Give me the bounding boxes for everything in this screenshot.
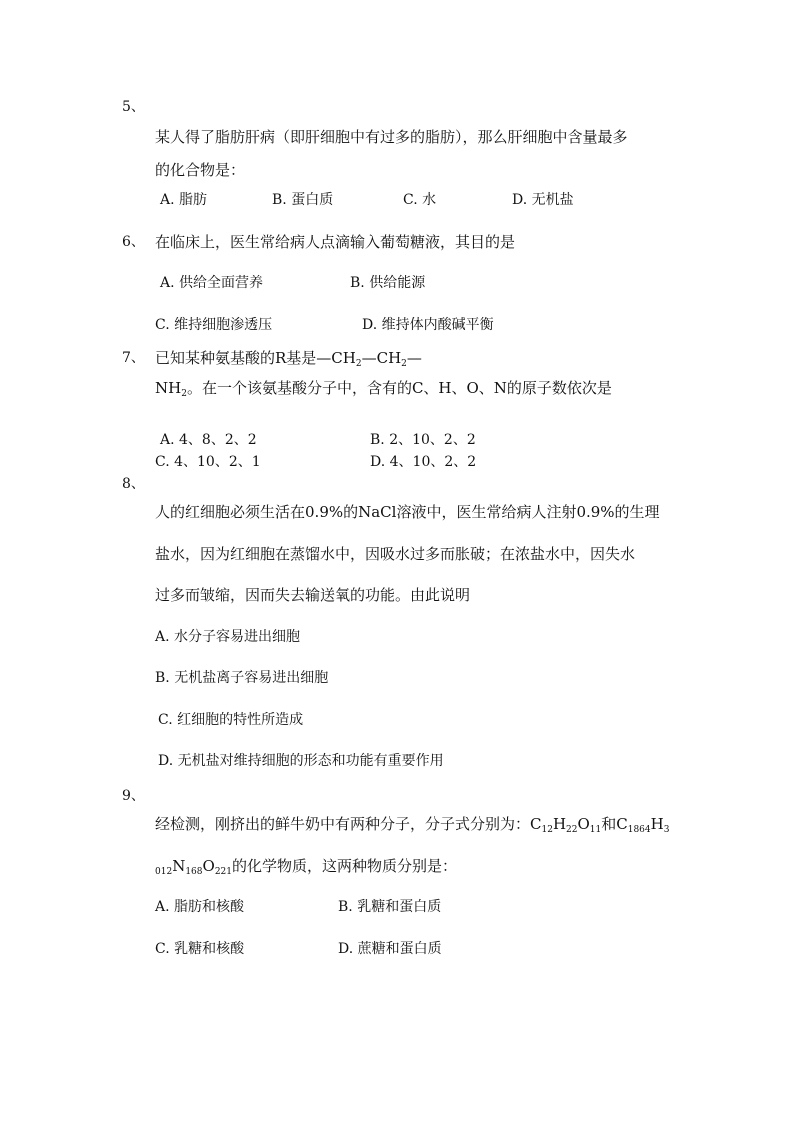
q9-subscript: 12: [541, 825, 553, 835]
q7-stem-rest: 。在一个该氨基酸分子中，含有的C、H、O、N的原子数依次是: [186, 379, 612, 397]
q7-nh: NH: [155, 379, 182, 397]
question-number-5: 5、: [122, 99, 145, 115]
question-number-7: 7、: [122, 350, 145, 366]
q6-option-a: A. 供给全面营养: [160, 275, 264, 291]
q9-element: N: [172, 857, 186, 875]
question-number-8: 8、: [122, 476, 145, 492]
q9-element: O: [577, 815, 590, 833]
q9-stem-text: 经检测，刚挤出的鲜牛奶中有两种分子，分子式分别为：C: [155, 815, 542, 833]
q9-subscript: 11: [589, 825, 602, 835]
q9-option-c: C. 乳糖和核酸: [155, 941, 245, 957]
q5-stem-line1: 某人得了脂肪肝病（即肝细胞中有过多的脂肪），那么肝细胞中含量最多: [155, 128, 628, 146]
q8-stem-line1: 人的红细胞必须生活在0.9%的NaCl溶液中，医生常给病人注射0.9%的生理: [155, 503, 660, 521]
q9-subscript: 3: [663, 825, 670, 835]
q7-option-d: D. 4、10、2、2: [370, 454, 477, 470]
q7-subscript: 2: [401, 359, 407, 369]
q9-stem-rest: 的化学物质，这两种物质分别是：: [232, 857, 458, 875]
q7-subscript: 2: [355, 359, 362, 369]
q9-element: O: [202, 857, 215, 875]
q8-stem-line2: 盐水，因为红细胞在蒸馏水中，因吸水过多而胀破；在浓盐水中，因失水: [155, 545, 636, 563]
q8-option-d: D. 无机盐对维持细胞的形态和功能有重要作用: [158, 753, 444, 769]
q9-subscript: 1864: [627, 825, 651, 835]
q9-element: H: [552, 815, 567, 833]
q9-option-d: D. 蔗糖和蛋白质: [338, 941, 442, 957]
q9-stem-line2: [155, 856, 457, 876]
q7-subscript: 2: [181, 389, 187, 399]
q7-stem-end: —: [406, 349, 422, 367]
q5-option-a: A. 脂肪: [160, 192, 208, 208]
q7-stem-mid: —CH: [361, 349, 402, 367]
q8-option-b: B. 无机盐离子容易进出细胞: [155, 670, 329, 686]
q9-subscript: 22: [566, 825, 578, 835]
q6-option-b: B. 供给能源: [350, 275, 426, 291]
q9-stem-and: 和C: [601, 815, 628, 833]
q8-option-a: A. 水分子容易进出细胞: [155, 629, 301, 645]
q7-stem-text: 已知某种氨基酸的R基是—CH: [155, 349, 356, 367]
q6-stem: 在临床上，医生常给病人点滴输入葡萄糖液，其目的是: [155, 233, 516, 251]
q5-stem-line2: 的化合物是：: [155, 161, 246, 179]
q9-option-b: B. 乳糖和蛋白质: [338, 899, 442, 915]
q9-option-a: A. 脂肪和核酸: [155, 899, 245, 915]
q9-subscript: 221: [214, 867, 232, 877]
q5-option-d: D. 无机盐: [512, 192, 574, 208]
q7-option-c: C. 4、10、2、1: [155, 454, 261, 470]
q7-option-b: B. 2、10、2、2: [370, 432, 476, 448]
question-number-9: 9、: [122, 788, 145, 804]
q6-option-c: C. 维持细胞渗透压: [155, 317, 273, 333]
q6-option-d: D. 维持体内酸碱平衡: [362, 317, 494, 333]
q9-subscript: 012: [155, 867, 173, 877]
q9-subscript: 168: [185, 867, 203, 877]
q5-option-c: C. 水: [403, 192, 437, 208]
q7-option-a: A. 4、8、2、2: [160, 432, 257, 448]
question-number-6: 6、: [122, 234, 145, 250]
q8-stem-line3: 过多而皱缩，因而失去输送氧的功能。由此说明: [155, 586, 471, 604]
q7-stem-line2: [155, 378, 612, 398]
q9-element: H: [650, 815, 664, 833]
q8-option-c: C. 红细胞的特性所造成: [158, 712, 304, 728]
q7-stem-line1: [155, 348, 422, 368]
q9-stem-line1: [155, 814, 669, 834]
q5-option-b: B. 蛋白质: [272, 192, 334, 208]
